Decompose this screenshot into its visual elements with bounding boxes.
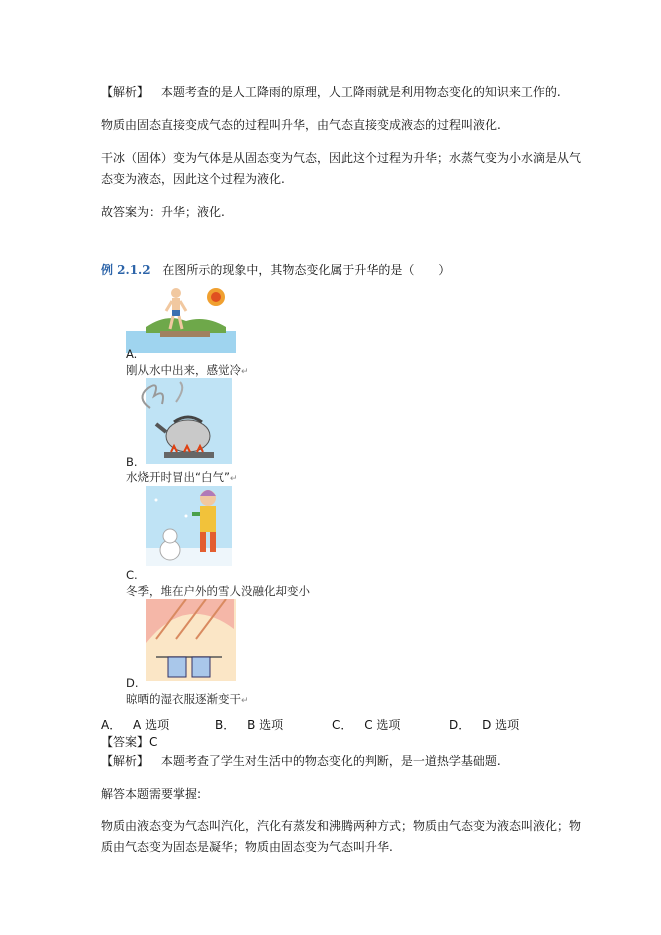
option-c-text: C 选项 (364, 718, 401, 732)
example-question (101, 262, 450, 278)
analysis-line-2 (101, 753, 501, 769)
question-text: 在图所示的现象中，其物态变化属于升华的是（ ） (162, 263, 451, 277)
analysis-text-2: 本题考查了学生对生活中的物态变化的判断，是一道热学基础题. (160, 754, 501, 768)
paragraph-dry-ice-1: 干冰（固体）变为气体是从固态变为气态，因此这个过程为升华；水蒸气变为小水滴是从气 (101, 151, 582, 165)
key-points-title: 解答本题需要掌握: (101, 787, 202, 801)
option-c[interactable] (332, 716, 400, 733)
option-b[interactable] (215, 716, 283, 733)
return-mark: ↵ (241, 696, 249, 706)
option-b-text: B 选项 (247, 718, 284, 732)
figure-d-caption (126, 691, 249, 707)
figure-c-caption (126, 583, 310, 599)
figure-c-caption-text: 冬季，堆在户外的雪人没融化却变小 (126, 584, 310, 598)
figure-a-letter: A. (126, 347, 138, 361)
figure-b-letter: B. (126, 455, 138, 469)
figure-c-image (126, 486, 232, 566)
option-a[interactable] (101, 716, 169, 733)
figure-a-caption-text: 刚从水中出来，感觉冷 (126, 363, 241, 377)
analysis-label-2: 【解析】 (101, 754, 150, 768)
figure-a-image (126, 283, 236, 353)
figure-d-letter: D. (126, 676, 139, 690)
summary-line-1: 物质由液态变为气态叫汽化，汽化有蒸发和沸腾两种方式；物质由气态变为液态叫液化；物 (101, 819, 582, 833)
summary-line-2: 质由气态变为固态是凝华；物质由固态变为气态叫升华. (101, 840, 393, 854)
answer-label: 【答案】 (101, 735, 150, 749)
analysis-line-1 (101, 84, 561, 100)
option-c-letter: C． (332, 718, 353, 732)
answer-value: C (149, 735, 158, 749)
option-d-letter: D． (449, 718, 471, 732)
return-mark: ↵ (241, 367, 249, 377)
answer-line (101, 734, 157, 750)
option-b-letter: B． (215, 718, 236, 732)
figure-a-caption (126, 362, 249, 378)
figure-b-caption (126, 469, 237, 485)
return-mark: ↵ (229, 474, 238, 484)
figure-b-caption-text: 水烧开时冒出“白气” (126, 470, 230, 484)
figure-b-image (126, 378, 232, 464)
option-a-text: A 选项 (133, 718, 170, 732)
paragraph-dry-ice-2: 态变为液态，因此这个过程为液化. (101, 172, 285, 186)
figure-d-image (126, 599, 236, 681)
option-a-letter: A． (101, 718, 122, 732)
answer-summary: 故答案为：升华；液化. (101, 205, 225, 219)
paragraph-sublimation: 物质由固态直接变成气态的过程叫升华，由气态直接变成液态的过程叫液化. (101, 118, 501, 132)
analysis-label: 【解析】 (101, 85, 150, 99)
analysis-text: 本题考查的是人工降雨的原理，人工降雨就是利用物态变化的知识来工作的. (160, 85, 561, 99)
figure-d-caption-text: 晾晒的湿衣服逐渐变干 (126, 692, 241, 706)
options-row (101, 716, 621, 732)
option-d[interactable] (449, 716, 519, 733)
example-label: 例 2.1.2 (101, 263, 151, 277)
figure-c-letter: C. (126, 568, 138, 582)
option-d-text: D 选项 (482, 718, 520, 732)
